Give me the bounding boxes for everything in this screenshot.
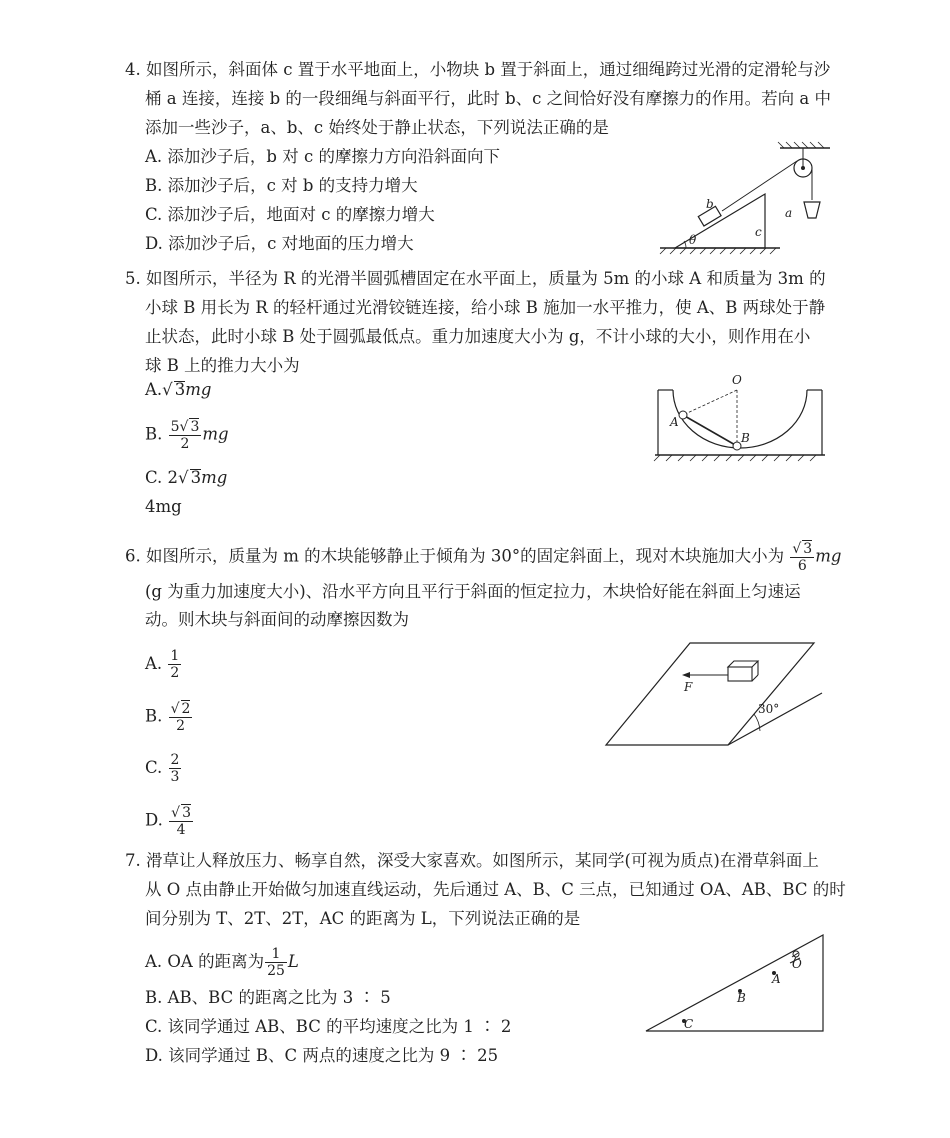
q6-option-b[interactable]: B. $\frac{√ 2}{2}$ <box>145 701 191 734</box>
q7-figure-grass-slope <box>640 925 830 1035</box>
q6-label-f: F <box>684 680 693 694</box>
q7-line-3: 间分别为 T、2T、2T，AC 的距离为 L，下列说法正确的是 <box>145 909 581 928</box>
q7-option-a[interactable]: A. OA 的距离为 $\frac{1}{25}$ L <box>145 946 299 979</box>
q5-option-b-fraction: $\frac{5√ 3}{2}$ <box>170 419 200 452</box>
q7-line-1: 7. 滑草让人释放压力、畅享自然，深受大家喜欢。如图所示，某同学(可视为质点)在滑草斜面上 <box>125 851 819 870</box>
q5-line-4: 球 B 上的推力大小为 <box>145 356 300 375</box>
q7-label-o: O <box>792 957 802 971</box>
q4-figure-incline-pulley <box>640 140 840 260</box>
q7-line-2: 从 O 点由静止开始做匀加速直线运动，先后通过 A、B、C 三点，已知通过 OA、AB、BC 的时 <box>145 880 846 899</box>
q4-option-c[interactable]: C. 添加沙子后，地面对 c 的摩擦力增大 <box>145 205 435 224</box>
q5-label-a: A <box>670 415 679 429</box>
q4-label-b: b <box>706 197 714 211</box>
q4-label-theta: θ <box>689 233 697 247</box>
q5-figure-semicircle-groove <box>650 370 830 470</box>
q6-option-a[interactable]: A. $\frac{1}{2}$ <box>145 648 180 681</box>
q5-line-1: 5. 如图所示，半径为 R 的光滑半圆弧槽固定在水平面上，质量为 5m 的小球 A 和质量为 3m 的 <box>125 269 826 288</box>
q6-figure-incline-block <box>600 635 830 755</box>
q5-label-o: O <box>732 373 742 387</box>
q7-option-c[interactable]: C. 该同学通过 AB、BC 的平均速度之比为 1 ∶ 2 <box>145 1017 512 1036</box>
q6-line-1: 6. 如图所示，质量为 m 的木块能够静止于倾角为 30°的固定斜面上，现对木块施加大小为 $\frac{√ 3}{6}$ mg <box>125 541 842 574</box>
q4-label-c: c <box>755 225 762 239</box>
q4-option-d[interactable]: D. 添加沙子后，c 对地面的压力增大 <box>145 234 414 253</box>
q5-option-c[interactable]: C. 2√ 3mg <box>145 468 228 487</box>
q5-line-2: 小球 B 用长为 R 的轻杆通过光滑铰链连接，给小球 B 施加一水平推力，使 A、B 两球处于静 <box>145 298 826 317</box>
q4-option-a[interactable]: A. 添加沙子后，b 对 c 的摩擦力方向沿斜面向下 <box>145 147 500 166</box>
q4-line-3: 添加一些沙子，a、b、c 始终处于静止状态，下列说法正确的是 <box>145 118 609 137</box>
q5-line-3: 止状态，此时小球 B 处于圆弧最低点。重力加速度大小为 g，不计小球的大小，则作用在小 <box>145 327 811 346</box>
q5-label-b: B <box>741 431 750 445</box>
q6-line-3: 动。则木块与斜面间的动摩擦因数为 <box>145 610 409 629</box>
q6-option-d[interactable]: D. $\frac{√ 3}{4}$ <box>145 805 191 838</box>
q6-line-2: (g 为重力加速度大小)、沿水平方向且平行于斜面的恒定拉力，木块恰好能在斜面上匀速运 <box>145 582 801 601</box>
q7-label-b: B <box>737 991 746 1005</box>
q4-option-b[interactable]: B. 添加沙子后，c 对 b 的支持力增大 <box>145 176 418 195</box>
q4-line-1: 4. 如图所示，斜面体 c 置于水平地面上，小物块 b 置于斜面上，通过细绳跨过光滑的定滑轮与沙 <box>125 60 831 79</box>
q5-option-a[interactable]: A.√ 3mg <box>145 380 212 399</box>
q7-label-a: A <box>772 972 781 986</box>
q4-line-2: 桶 a 连接，连接 b 的一段细绳与斜面平行，此时 b、c 之间恰好没有摩擦力的作用。若向 a 中 <box>145 89 831 108</box>
q5-option-b[interactable]: B. $\frac{5√ 3}{2}$ mg <box>145 419 229 452</box>
q4-label-a: a <box>785 206 793 220</box>
q6-label-angle: 30° <box>758 702 780 716</box>
q7-option-d[interactable]: D. 该同学通过 B、C 两点的速度之比为 9 ∶ 25 <box>145 1046 499 1065</box>
q7-option-b[interactable]: B. AB、BC 的距离之比为 3 ∶ 5 <box>145 988 391 1007</box>
q7-label-c: C <box>684 1017 694 1031</box>
q6-option-c[interactable]: C. $\frac{2}{3}$ <box>145 752 180 785</box>
q5-option-d[interactable]: 4mg <box>145 497 182 516</box>
